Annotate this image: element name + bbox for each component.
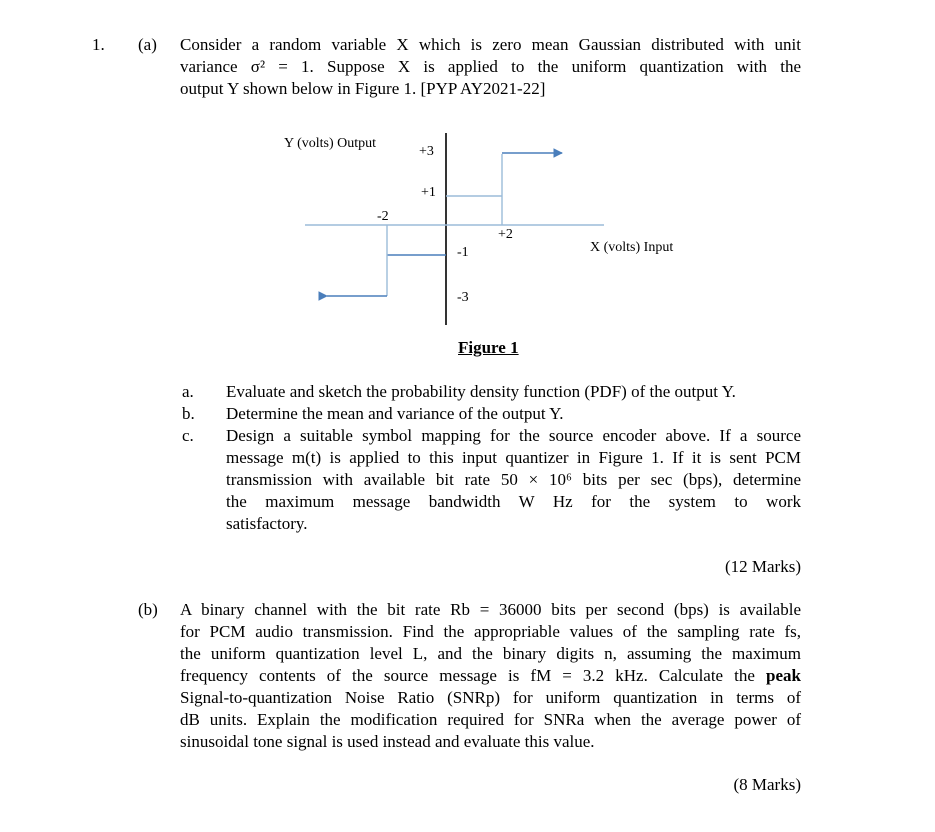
part-b-line-4-text: frequency contents of the source message is fM = 3.2 kHz. Calculate the [180,666,755,685]
part-b-line-1: A binary channel with the bit rate Rb = 36000 bits per second (bps) is available [180,600,801,619]
part-a-intro-line-1: Consider a random variable X which is zero mean Gaussian distributed with unit [180,35,801,54]
y-axis-label: Y (volts) Output [284,136,377,151]
item-c-line-4: the maximum message bandwidth W Hz for the system to work [226,492,801,511]
item-a-text: Evaluate and sketch the probability density function (PDF) of the output Y. [226,382,736,401]
tick-label-y-minus1: -1 [457,245,469,260]
tick-label-x-plus2: +2 [498,227,513,242]
part-a-intro-line-3: output Y shown below in Figure 1. [PYP AY2021-22] [180,79,546,98]
tick-label-x-minus2: -2 [377,209,389,224]
part-a-marks: (12 Marks) [724,557,801,576]
part-b-line-2: for PCM audio transmission. Find the appropriable values of the sampling rate fs, [180,622,801,641]
part-b-line-6: dB units. Explain the modification required for SNRa when the average power of [180,710,801,729]
tick-label-y-minus3: -3 [457,290,469,305]
part-b-line-3: the uniform quantization level L, and the binary digits n, assuming the maximum [180,644,801,663]
tick-label-y-plus3: +3 [419,144,434,159]
part-b-label: (b) [138,600,158,619]
part-a-label: (a) [138,35,157,54]
x-axis-label: X (volts) Input [590,240,674,255]
item-c-line-5: satisfactory. [226,514,308,533]
part-b-peak-bold: peak [766,666,802,685]
tick-label-y-plus1: +1 [421,185,436,200]
part-b-line-7: sinusoidal tone signal is used instead and evaluate this value. [180,732,595,751]
item-c-marker: c. [182,426,194,445]
item-c-line-3: transmission with available bit rate 50 × 10⁶ bits per sec (bps), determine [226,470,801,489]
item-a-marker: a. [182,382,194,401]
item-b-marker: b. [182,404,195,423]
item-c-line-1: Design a suitable symbol mapping for the source encoder above. If a source [226,426,801,445]
quantizer-figure [0,0,935,340]
part-b-line-4 [180,665,801,687]
figure-caption: Figure 1 [458,338,519,357]
question-number: 1. [92,35,105,54]
part-b-line-5: Signal-to-quantization Noise Ratio (SNRp) for uniform quantization in terms of [180,688,801,707]
item-b-text: Determine the mean and variance of the output Y. [226,404,564,423]
item-c-line-2: message m(t) is applied to this input quantizer in Figure 1. If it is sent PCM [226,448,801,467]
part-b-marks: (8 Marks) [733,775,801,794]
part-a-intro-line-2: variance σ² = 1. Suppose X is applied to the uniform quantization with the [180,57,801,76]
